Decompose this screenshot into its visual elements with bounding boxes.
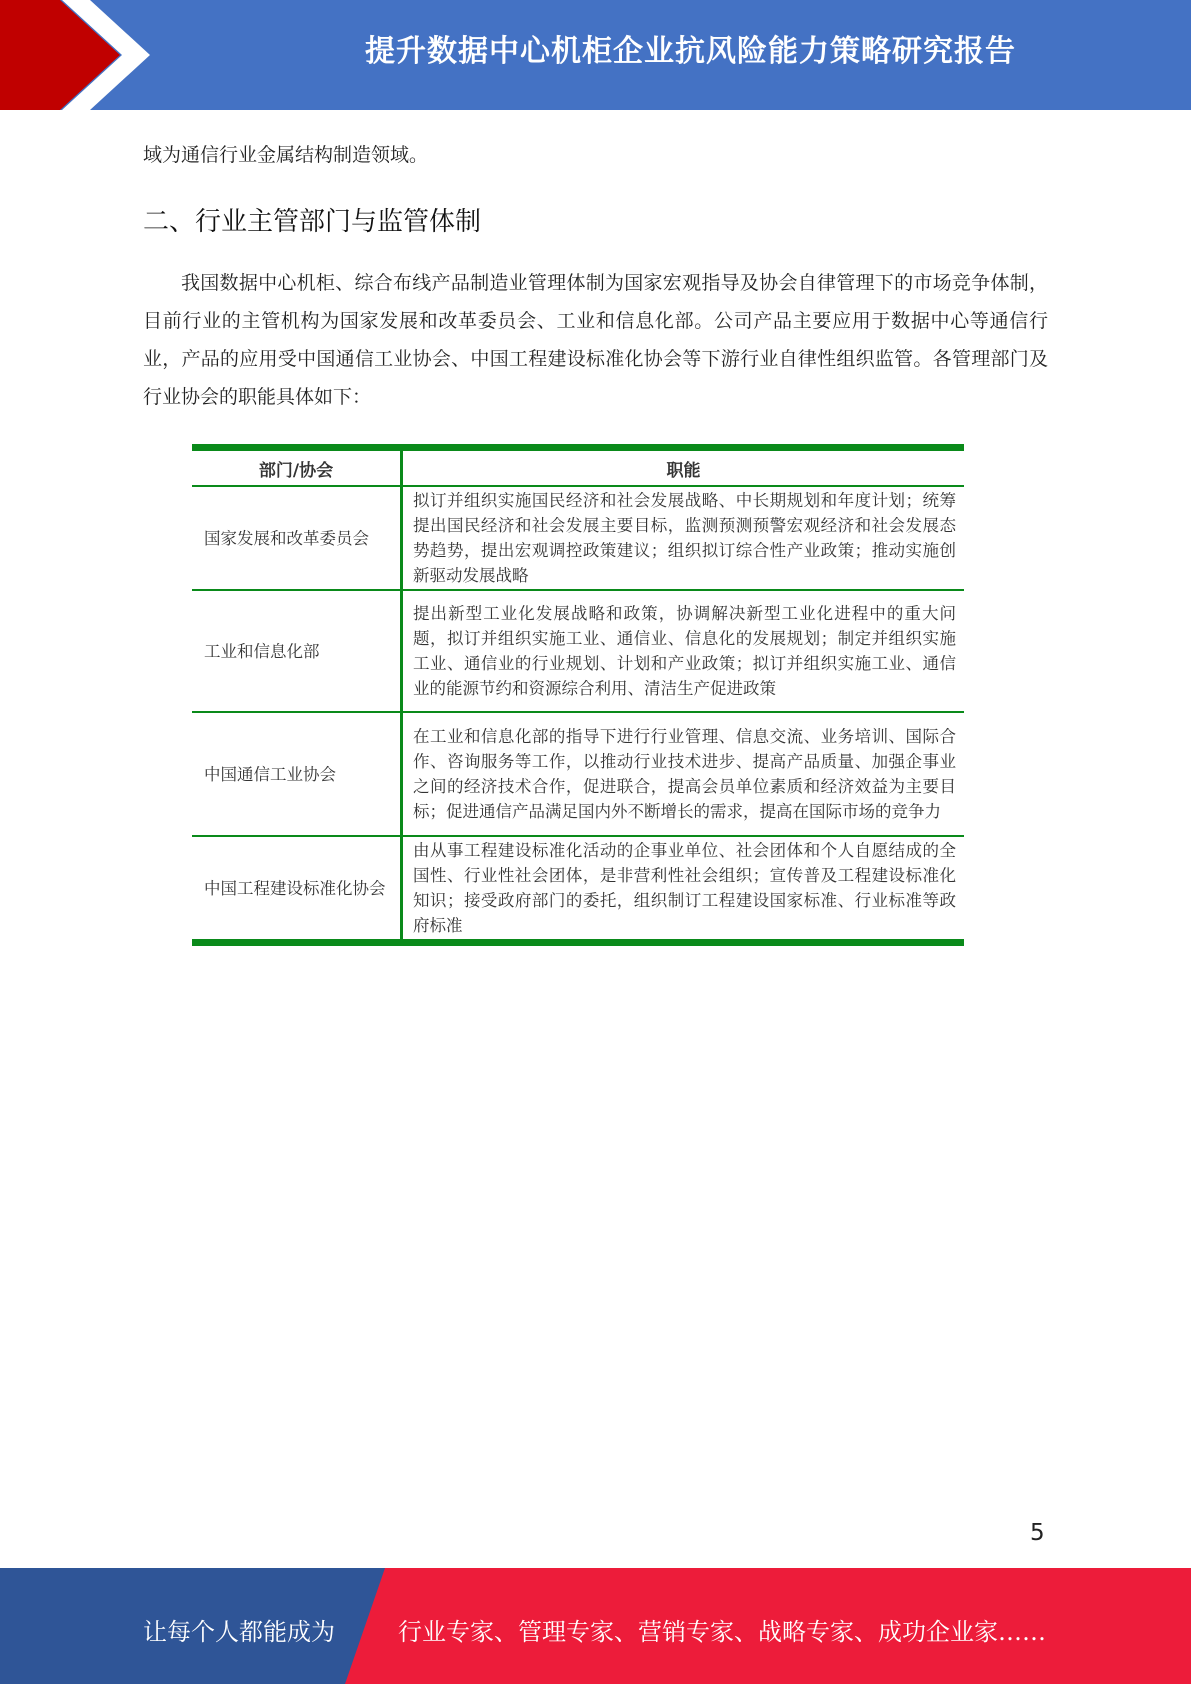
document-body bbox=[143, 140, 1048, 416]
header-function: 职能 bbox=[666, 460, 701, 481]
table-row bbox=[192, 486, 964, 590]
table-header-row bbox=[192, 448, 964, 487]
table-row bbox=[192, 590, 964, 712]
dept-cell: 国家发展和改革委员会 bbox=[192, 486, 402, 590]
function-cell: 由从事工程建设标准化活动的企事业单位、社会团体和个人自愿结成的全国性、行业性社会团体，是非营利性社会组织；宣传普及工程建设标准化知识；接受政府部门的委托，组织制订工程建设国家标准、行业标准等政府标准 bbox=[413, 841, 956, 935]
intro-paragraph: 我国数据中心机柜、综合布线产品制造业管理体制为国家宏观指导及协会自律管理下的市场竞争体制，目前行业的主管机构为国家发展和改革委员会、工业和信息化部。公司产品主要应用于数据中心等通信行业，产品的应用受中国通信工业协会、中国工程建设标准化协会等下游行业自律性组织监管。各管理部门及行业协会的职能具体如下： bbox=[143, 272, 1048, 408]
table-row bbox=[192, 836, 964, 943]
function-cell: 拟订并组织实施国民经济和社会发展战略、中长期规划和年度计划；统筹提出国民经济和社会发展主要目标，监测预测预警宏观经济和社会发展态势趋势，提出宏观调控政策建议；组织拟订综合性产业政策；推动实施创新驱动发展战略 bbox=[413, 491, 956, 585]
page-footer bbox=[0, 1568, 1191, 1684]
report-title: 提升数据中心机柜企业抗风险能力策略研究报告 bbox=[365, 34, 1016, 69]
section-heading: 二、行业主管部门与监管体制 bbox=[143, 207, 482, 237]
dept-cell: 工业和信息化部 bbox=[192, 590, 402, 712]
page-header bbox=[0, 0, 1191, 110]
dept-cell: 中国通信工业协会 bbox=[192, 712, 402, 836]
function-cell: 在工业和信息化部的指导下进行行业管理、信息交流、业务培训、国际合作、咨询服务等工作，以推动行业技术进步、提高产品质量、加强企事业之间的经济技术合作，促进联合，提高会员单位素质和经济效益为主要目标；促进通信产品满足国内外不断增长的需求，提高在国际市场的竞争力 bbox=[413, 727, 956, 821]
continuation-paragraph: 域为通信行业金属结构制造领域。 bbox=[143, 144, 429, 166]
footer-slogan-left: 让每个人都能成为 bbox=[143, 1618, 335, 1646]
table-row bbox=[192, 712, 964, 836]
page-number: 5 bbox=[1030, 1520, 1045, 1546]
header-dept: 部门/协会 bbox=[192, 448, 402, 487]
function-cell: 提出新型工业化发展战略和政策，协调解决新型工业化进程中的重大问题，拟订并组织实施工业、通信业、信息化的发展规划；制定并组织实施工业、通信业的行业规划、计划和产业政策；拟订并组织实施工业、通信业的能源节约和资源综合利用、清洁生产促进政策 bbox=[413, 604, 956, 698]
footer-slogan-right: 行业专家、管理专家、营销专家、战略专家、成功企业家…… bbox=[398, 1618, 1046, 1646]
dept-cell: 中国工程建设标准化协会 bbox=[192, 836, 402, 943]
regulator-table bbox=[192, 444, 964, 946]
